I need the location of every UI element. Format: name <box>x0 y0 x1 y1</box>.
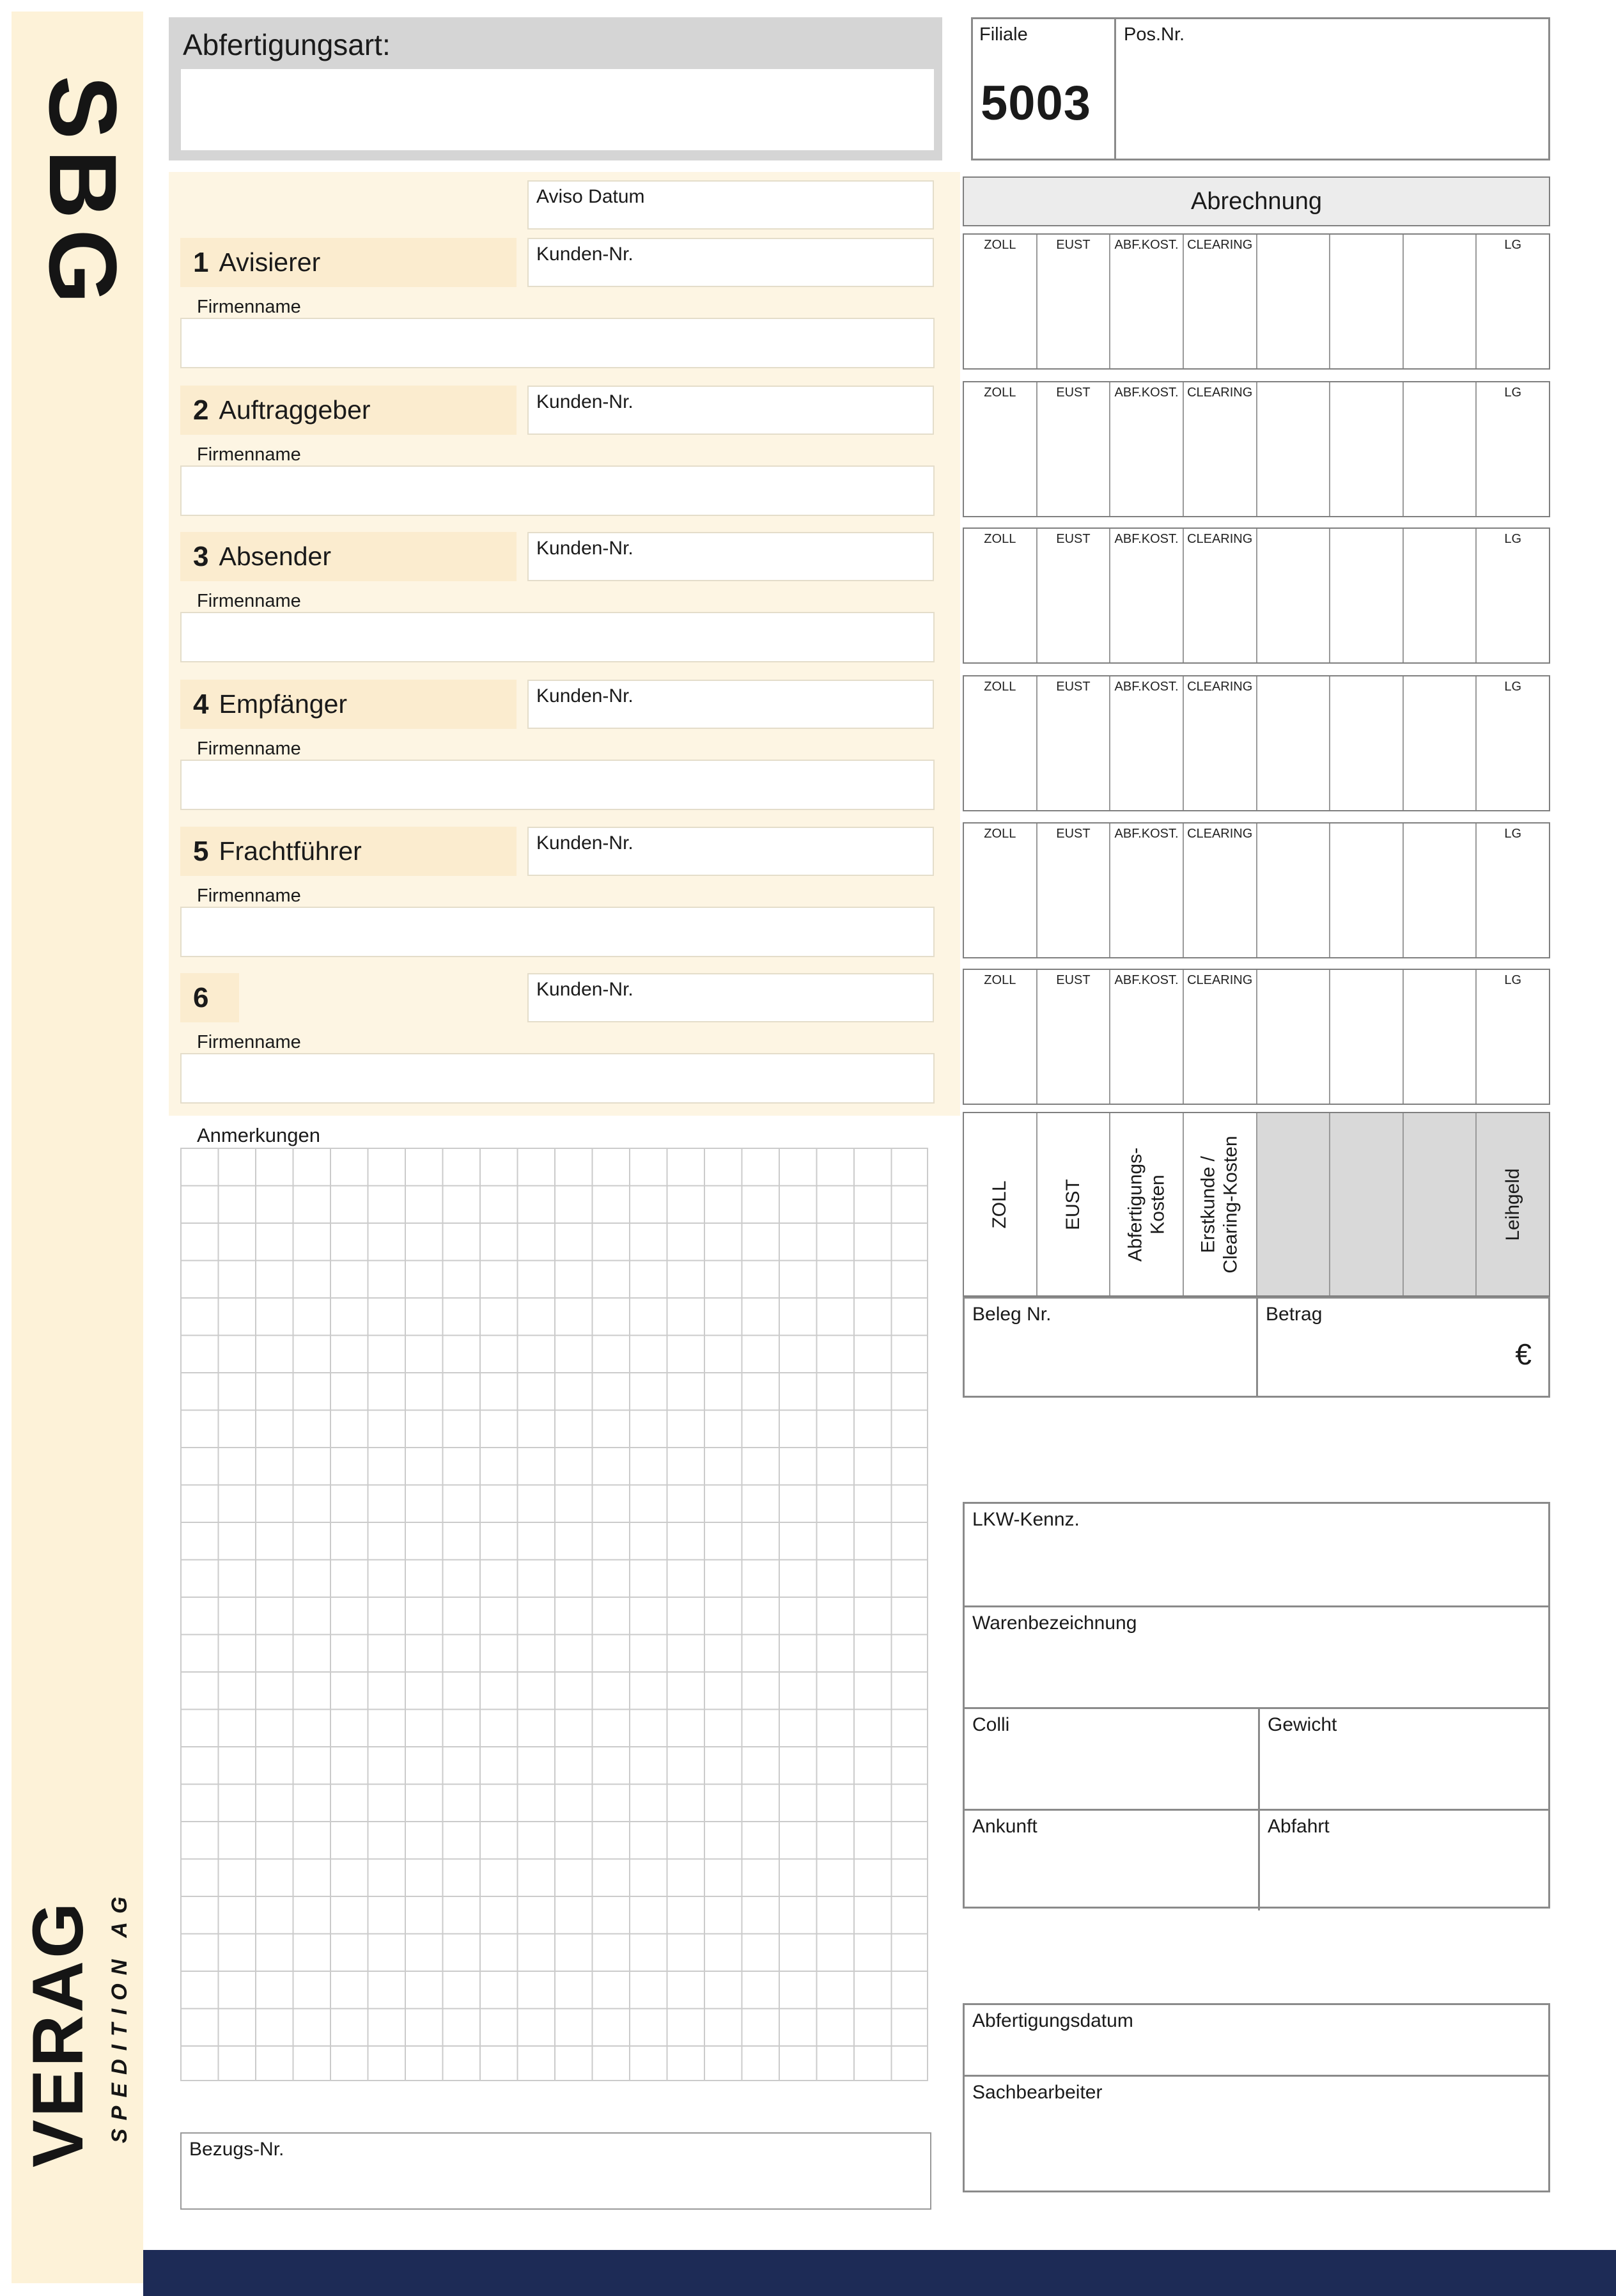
section-empfaenger <box>169 675 960 811</box>
firmenname-label: Firmenname <box>197 886 301 906</box>
zoll-footer-label: ZOLL <box>989 1180 1011 1229</box>
sbg-logo: SBG <box>29 75 137 315</box>
warenbezeichnung-label: Warenbezeichnung <box>972 1613 1137 1634</box>
beleg-nr-field[interactable] <box>963 1297 1258 1398</box>
lg-cell[interactable] <box>1477 970 1549 1104</box>
abfkost-header: ABF.KOST. <box>1114 532 1179 546</box>
zoll-cell[interactable] <box>964 382 1037 516</box>
kunden-nr-label: Kunden-Nr. <box>536 685 633 707</box>
blank-cell[interactable] <box>1330 824 1404 957</box>
abrechnung-row-3 <box>963 527 1550 664</box>
clearing-header: CLEARING <box>1187 386 1253 400</box>
clearing-cell[interactable] <box>1184 970 1257 1104</box>
pos-nr-field[interactable] <box>1114 17 1550 160</box>
blank-cell[interactable] <box>1330 382 1404 516</box>
lg-cell[interactable] <box>1477 529 1549 662</box>
betrag-field[interactable] <box>1256 1297 1550 1398</box>
section-name: Auftraggeber <box>219 395 371 425</box>
lg-cell[interactable] <box>1477 382 1549 516</box>
abfertigungskosten-footer-label: Abfertigungs-Kosten <box>1124 1147 1168 1261</box>
aviso-datum-label: Aviso Datum <box>536 186 645 207</box>
eust-footer-label: EUST <box>1062 1178 1084 1230</box>
kunden-nr-label: Kunden-Nr. <box>536 979 633 1000</box>
zoll-header: ZOLL <box>984 973 1016 987</box>
firmenname-field[interactable] <box>180 465 935 516</box>
kunden-nr-field[interactable] <box>527 386 934 435</box>
eust-footer-cell <box>1037 1113 1111 1295</box>
section-name: Absender <box>219 542 331 571</box>
leihgeld-footer-label: Leihgeld <box>1502 1168 1523 1241</box>
eust-cell[interactable] <box>1037 676 1111 810</box>
blank-cell[interactable] <box>1404 824 1477 957</box>
clearing-header: CLEARING <box>1187 238 1253 252</box>
pos-nr-label: Pos.Nr. <box>1124 24 1185 45</box>
section-name: Avisierer <box>219 247 321 277</box>
lg-cell[interactable] <box>1477 676 1549 810</box>
firmenname-label: Firmenname <box>197 591 301 611</box>
blank-cell[interactable] <box>1257 382 1331 516</box>
blank-cell[interactable] <box>1257 235 1331 368</box>
eust-cell[interactable] <box>1037 970 1111 1104</box>
zoll-header: ZOLL <box>984 386 1016 400</box>
section-title-strip <box>180 973 239 1022</box>
abfkost-cell[interactable] <box>1110 235 1184 368</box>
anmerkungen-grid-area[interactable] <box>180 1148 928 2081</box>
zoll-cell[interactable] <box>964 824 1037 957</box>
blank-cell[interactable] <box>1404 382 1477 516</box>
zoll-header: ZOLL <box>984 827 1016 841</box>
lg-cell[interactable] <box>1477 824 1549 957</box>
kunden-nr-label: Kunden-Nr. <box>536 391 633 412</box>
shaded-footer-cell <box>1404 1113 1477 1295</box>
eust-header: EUST <box>1056 386 1091 400</box>
abfertigungsart-input[interactable] <box>181 69 934 150</box>
section-auftraggeber <box>169 381 960 517</box>
section-title-strip <box>180 238 517 287</box>
clearing-cell[interactable] <box>1184 529 1257 662</box>
lg-header: LG <box>1504 532 1522 546</box>
section-title-strip <box>180 827 517 876</box>
section-number: 2 <box>193 394 209 426</box>
kunden-nr-field[interactable] <box>527 532 934 581</box>
zoll-header: ZOLL <box>984 680 1016 694</box>
bezugs-nr-label: Bezugs-Nr. <box>189 2139 284 2160</box>
lg-cell[interactable] <box>1477 235 1549 368</box>
eust-header: EUST <box>1056 238 1091 252</box>
abfkost-header: ABF.KOST. <box>1114 386 1179 400</box>
blank-cell[interactable] <box>1404 676 1477 810</box>
eust-header: EUST <box>1056 827 1091 841</box>
processing-group <box>963 2003 1550 2192</box>
blank-cell[interactable] <box>1257 676 1331 810</box>
section-number: 1 <box>193 246 209 278</box>
kunden-nr-label: Kunden-Nr. <box>536 244 633 265</box>
blank-cell[interactable] <box>1257 529 1331 662</box>
ankunft-abfahrt-row <box>965 1809 1548 1910</box>
shipment-details-group <box>963 1502 1550 1909</box>
firmenname-field[interactable] <box>180 318 935 368</box>
firmenname-label: Firmenname <box>197 1032 301 1052</box>
abfkost-header: ABF.KOST. <box>1114 238 1179 252</box>
betrag-label: Betrag <box>1266 1304 1323 1325</box>
filiale-value: 5003 <box>981 76 1092 130</box>
clearingkosten-footer-cell <box>1184 1113 1257 1295</box>
kunden-nr-label: Kunden-Nr. <box>536 538 633 559</box>
zoll-footer-cell <box>964 1113 1037 1295</box>
blank-cell[interactable] <box>1330 529 1404 662</box>
section-six <box>169 969 960 1105</box>
colli-field[interactable] <box>965 1709 1260 1809</box>
kunden-nr-field[interactable] <box>527 973 934 1022</box>
blank-cell[interactable] <box>1257 824 1331 957</box>
blank-cell[interactable] <box>1257 970 1331 1104</box>
kunden-nr-field[interactable] <box>527 827 934 876</box>
clearing-cell[interactable] <box>1184 824 1257 957</box>
kunden-nr-field[interactable] <box>527 238 934 287</box>
eust-cell[interactable] <box>1037 382 1111 516</box>
kunden-nr-label: Kunden-Nr. <box>536 832 633 854</box>
section-number: 6 <box>193 981 209 1013</box>
clearing-cell[interactable] <box>1184 235 1257 368</box>
abrechnung-row-5 <box>963 822 1550 958</box>
blank-cell[interactable] <box>1404 235 1477 368</box>
ankunft-field[interactable] <box>965 1811 1260 1910</box>
lkw-kennz-field[interactable] <box>965 1504 1548 1605</box>
eust-cell[interactable] <box>1037 235 1111 368</box>
abfkost-cell[interactable] <box>1110 382 1184 516</box>
eust-header: EUST <box>1056 973 1091 987</box>
gewicht-field[interactable] <box>1260 1709 1548 1809</box>
lg-header: LG <box>1504 386 1522 400</box>
lg-header: LG <box>1504 238 1522 252</box>
section-frachtfuehrer <box>169 822 960 958</box>
footer-bar <box>143 2250 1616 2296</box>
colli-gewicht-row <box>965 1707 1548 1809</box>
abfkost-header: ABF.KOST. <box>1114 680 1179 694</box>
clearing-cell[interactable] <box>1184 382 1257 516</box>
shaded-footer-cell <box>1257 1113 1331 1295</box>
lg-header: LG <box>1504 680 1522 694</box>
blank-cell[interactable] <box>1330 235 1404 368</box>
blank-cell[interactable] <box>1330 676 1404 810</box>
sachbearbeiter-label: Sachbearbeiter <box>972 2082 1103 2103</box>
eust-cell[interactable] <box>1037 529 1111 662</box>
abrechnung-row-1 <box>963 233 1550 370</box>
section-title-strip <box>180 680 517 729</box>
clearing-header: CLEARING <box>1187 973 1253 987</box>
firmenname-field[interactable] <box>180 612 935 662</box>
eust-cell[interactable] <box>1037 824 1111 957</box>
clearing-header: CLEARING <box>1187 827 1253 841</box>
section-name: Frachtführer <box>219 836 362 866</box>
abfahrt-field[interactable] <box>1260 1811 1548 1910</box>
lg-header: LG <box>1504 827 1522 841</box>
firmenname-label: Firmenname <box>197 297 301 317</box>
bezugs-nr-field[interactable] <box>180 2132 931 2210</box>
clearing-header: CLEARING <box>1187 532 1253 546</box>
filiale-box <box>971 17 1116 160</box>
abfkost-cell[interactable] <box>1110 676 1184 810</box>
warenbezeichnung-field[interactable] <box>965 1605 1548 1707</box>
abfertigungsart-box <box>169 17 942 160</box>
firmenname-label: Firmenname <box>197 738 301 759</box>
clearingkosten-footer-label: Erstkunde / Clearing-Kosten <box>1197 1135 1241 1274</box>
shaded-footer-cell <box>1330 1113 1404 1295</box>
gewicht-label: Gewicht <box>1268 1714 1337 1735</box>
aviso-datum-field[interactable] <box>527 180 934 230</box>
zoll-header: ZOLL <box>984 238 1016 252</box>
colli-label: Colli <box>972 1714 1010 1735</box>
abfertigungsdatum-field[interactable] <box>965 2005 1548 2077</box>
abrechnung-title: Abrechnung <box>963 176 1550 226</box>
kunden-nr-field[interactable] <box>527 680 934 729</box>
spedition-ag-label: SPEDITION AG <box>107 1888 132 2143</box>
blank-cell[interactable] <box>1404 529 1477 662</box>
filiale-label: Filiale <box>979 24 1028 45</box>
sachbearbeiter-field[interactable] <box>965 2077 1548 2191</box>
anmerkungen-label: Anmerkungen <box>197 1124 321 1146</box>
zoll-cell[interactable] <box>964 529 1037 662</box>
abfkost-header: ABF.KOST. <box>1114 973 1179 987</box>
firmenname-field[interactable] <box>180 1053 935 1104</box>
blank-cell[interactable] <box>1330 970 1404 1104</box>
clearing-cell[interactable] <box>1184 676 1257 810</box>
lg-header: LG <box>1504 973 1522 987</box>
section-number: 4 <box>193 688 209 720</box>
section-name: Empfänger <box>219 689 348 719</box>
firmenname-field[interactable] <box>180 907 935 957</box>
lkw-kennz-label: LKW-Kennz. <box>972 1509 1080 1530</box>
abfahrt-label: Abfahrt <box>1268 1816 1330 1837</box>
abrechnung-row-6 <box>963 969 1550 1105</box>
beleg-nr-label: Beleg Nr. <box>972 1304 1052 1325</box>
section-number: 5 <box>193 835 209 867</box>
verag-logo: VERAG <box>18 1900 98 2167</box>
clearing-header: CLEARING <box>1187 680 1253 694</box>
abfertigungsdatum-label: Abfertigungsdatum <box>972 2010 1133 2031</box>
abfertigungsart-label: Abfertigungsart: <box>183 28 391 61</box>
eust-header: EUST <box>1056 680 1091 694</box>
zoll-cell[interactable] <box>964 676 1037 810</box>
zoll-header: ZOLL <box>984 532 1016 546</box>
zoll-cell[interactable] <box>964 235 1037 368</box>
abrechnung-footer-row <box>963 1112 1550 1297</box>
abfkost-cell[interactable] <box>1110 824 1184 957</box>
abrechnung-row-2 <box>963 381 1550 517</box>
section-title-strip <box>180 532 517 581</box>
firmenname-field[interactable] <box>180 760 935 810</box>
section-number: 3 <box>193 540 209 572</box>
section-title-strip <box>180 386 517 435</box>
blank-cell[interactable] <box>1404 970 1477 1104</box>
abfkost-cell[interactable] <box>1110 970 1184 1104</box>
zoll-cell[interactable] <box>964 970 1037 1104</box>
abrechnung-row-4 <box>963 675 1550 811</box>
leihgeld-footer-cell <box>1477 1113 1549 1295</box>
abfkost-cell[interactable] <box>1110 529 1184 662</box>
abfertigungskosten-footer-cell <box>1110 1113 1184 1295</box>
firmenname-label: Firmenname <box>197 444 301 465</box>
euro-symbol: € <box>1515 1338 1532 1371</box>
ankunft-label: Ankunft <box>972 1816 1037 1837</box>
eust-header: EUST <box>1056 532 1091 546</box>
section-avisierer <box>169 233 960 370</box>
section-absender <box>169 527 960 664</box>
abfkost-header: ABF.KOST. <box>1114 827 1179 841</box>
